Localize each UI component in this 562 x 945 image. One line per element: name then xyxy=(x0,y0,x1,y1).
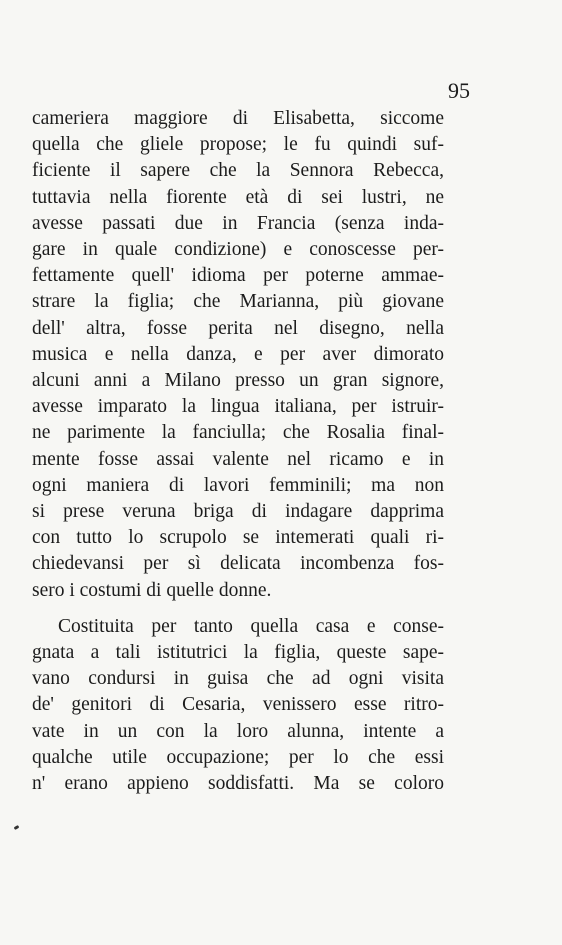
body-text xyxy=(32,106,444,797)
text-line: alcuni anni a Milano presso un gran signore, xyxy=(32,370,444,392)
text-line: ficiente il sapere che la Sennora Rebecca, xyxy=(32,160,444,182)
paragraph-gap xyxy=(32,604,444,614)
paragraph-1 xyxy=(32,106,444,604)
text-line: cameriera maggiore di Elisabetta, siccome xyxy=(32,108,444,129)
text-line: vano condursi in guisa che ad ogni visita xyxy=(32,668,444,690)
text-line: fettamente quell' idioma per poterne ammae- xyxy=(32,265,444,287)
text-line: tuttavia nella fiorente età di sei lustri, ne xyxy=(32,186,444,208)
page-number: 95 xyxy=(448,78,470,103)
text-line: chiedevansi per sì delicata incombenza fos- xyxy=(32,553,444,575)
text-line: ne parimente la fanciulla; che Rosalia final- xyxy=(32,422,444,444)
ink-speck xyxy=(14,825,20,830)
text-line: quella che gliele propose; le fu quindi suf- xyxy=(32,134,444,156)
text-line: Costituita per tanto quella casa e conse- xyxy=(58,615,444,637)
text-line: strare la figlia; che Marianna, più giovane xyxy=(32,291,444,313)
text-line: avesse passati due in Francia (senza inda- xyxy=(32,212,444,234)
text-line: mente fosse assai valente nel ricamo e in xyxy=(32,448,444,470)
text-line: ogni maniera di lavori femminili; ma non xyxy=(32,474,444,496)
text-line: si prese veruna briga di indagare dapprima xyxy=(32,501,444,523)
text-line: gnata a tali istitutrici la figlia, queste sape- xyxy=(32,642,444,664)
text-line: avesse imparato la lingua italiana, per istruir- xyxy=(32,396,444,418)
text-line: musica e nella danza, e per aver dimorato xyxy=(32,343,444,365)
text-line: qualche utile occupazione; per lo che essi xyxy=(32,746,444,768)
text-line: de' genitori di Cesaria, venissero esse ritro- xyxy=(32,694,444,716)
text-line: n' erano appieno soddisfatti. Ma se coloro xyxy=(32,773,444,795)
text-line: gare in quale condizione) e conoscesse per- xyxy=(32,239,444,261)
text-line: dell' altra, fosse perita nel disegno, nella xyxy=(32,317,444,339)
text-line: sero i costumi di quelle donne. xyxy=(32,579,272,601)
text-line: vate in un con la loro alunna, intente a xyxy=(32,720,444,742)
paragraph-2 xyxy=(32,614,444,797)
text-line: con tutto lo scrupolo se intemerati quali ri- xyxy=(32,527,444,549)
